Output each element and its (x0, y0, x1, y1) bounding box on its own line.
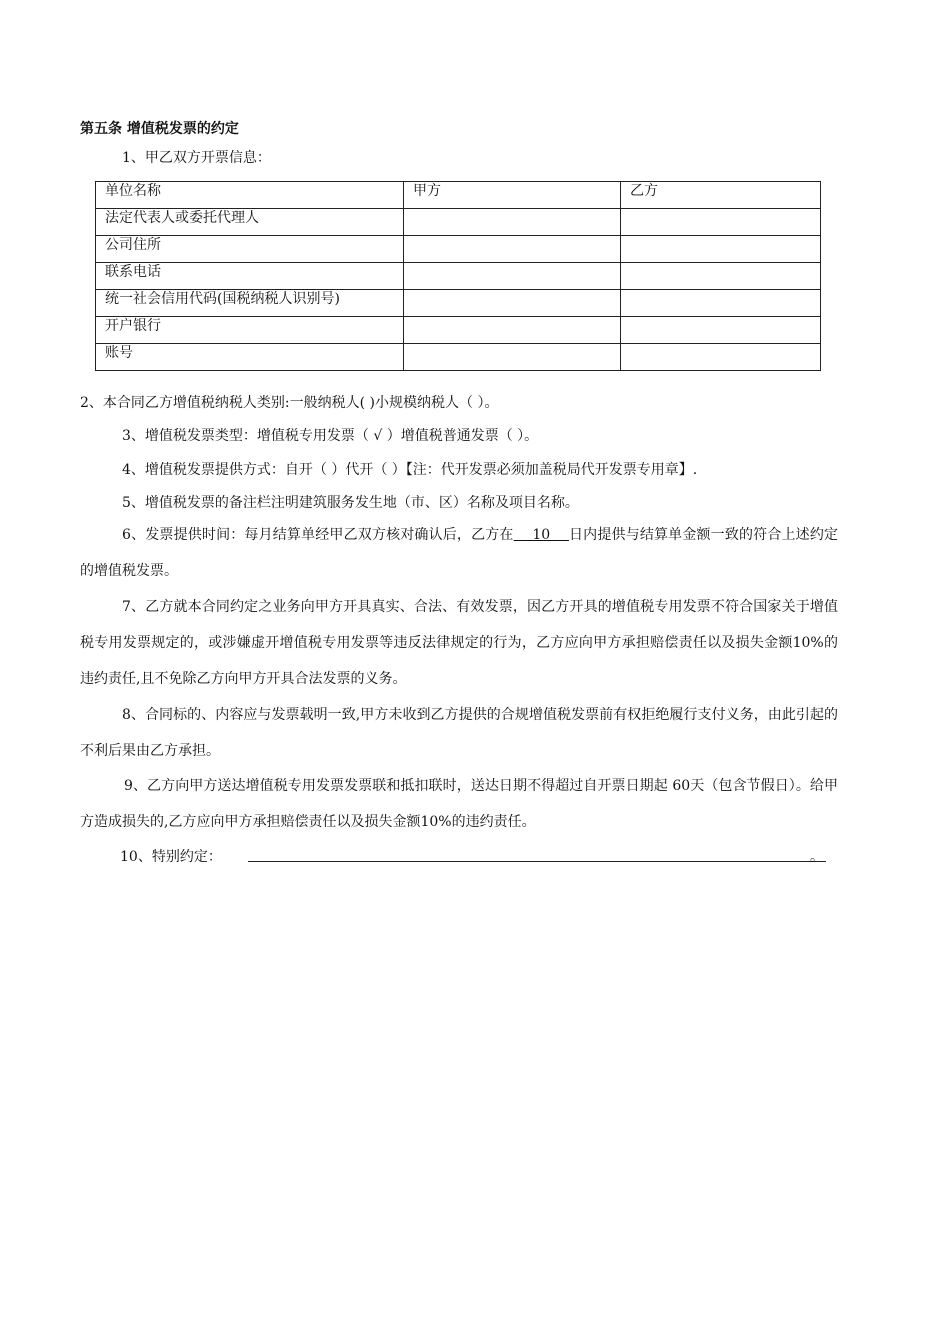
clause-6 (80, 517, 838, 589)
party-a-cell (404, 263, 621, 290)
clause-7: 7、乙方就本合同约定之业务向甲方开具真实、合法、有效发票，因乙方开具的增值税专用发票不符合国家关于增值税专用发票规定的，或涉嫌虚开增值税专用发票等违反法律规定的行为，乙方应向甲方承担赔偿责任以及损失金额10%的违约责任,且不免除乙方向甲方开具合法发票的义务。 (80, 599, 838, 687)
party-b-cell (621, 236, 821, 263)
party-a-cell (404, 344, 621, 371)
table-row (96, 209, 821, 236)
row-label: 账号 (96, 344, 404, 371)
party-b-cell (621, 290, 821, 317)
row-label: 联系电话 (96, 263, 404, 290)
clause-5: 5、增值税发票的备注栏注明建筑服务发生地（市、区）名称及项目名称。 (122, 495, 579, 511)
party-a-cell (404, 317, 621, 344)
clause-6-text-after: 日内提供与结算单金额一致的符合上述约定的增值税发票。 (80, 527, 839, 579)
table-row (96, 290, 821, 317)
table-row (96, 236, 821, 263)
table-header-cell: 单位名称 (96, 182, 404, 209)
table-header-row (96, 182, 821, 209)
party-a-cell (404, 236, 621, 263)
party-b-cell (621, 317, 821, 344)
clause-4: 4、增值税发票提供方式：自开（ ）代开（ ）【注：代开发票必须加盖税局代开发票专用章】. (122, 462, 698, 478)
special-agreement-blank (248, 861, 826, 862)
table-header-cell: 甲方 (404, 182, 621, 209)
table-row (96, 263, 821, 290)
party-a-cell (404, 209, 621, 236)
clause-2: 2、本合同乙方增值税纳税人类别:一般纳税人( )小规模纳税人（ ）。 (80, 395, 499, 411)
clause-1: 1、甲乙双方开票信息： (122, 150, 271, 166)
invoice-days-value: 10 (513, 527, 569, 543)
invoice-info-table (95, 181, 821, 371)
clause-3: 3、增值税发票类型：增值税专用发票（ √ ）增值税普通发票（ ）。 (122, 428, 539, 444)
party-b-cell (621, 344, 821, 371)
party-a-cell (404, 290, 621, 317)
clause-9: 9、乙方向甲方送达增值税专用发票发票联和抵扣联时，送达日期不得超过自开票日期起 60天（包含节假日）。给甲方造成损失的,乙方应向甲方承担赔偿责任以及损失金额10%的违约责任。 (80, 778, 838, 830)
party-b-cell (621, 209, 821, 236)
table-header-cell: 乙方 (621, 182, 821, 209)
table-row (96, 344, 821, 371)
row-label: 统一社会信用代码(国税纳税人识别号) (96, 290, 404, 317)
clause-10-end: 。 (810, 849, 824, 865)
clause-8: 8、合同标的、内容应与发票载明一致,甲方未收到乙方提供的合规增值税发票前有权拒绝履行支付义务，由此引起的不利后果由乙方承担。 (80, 707, 838, 759)
clause-6-text-before: 6、发票提供时间：每月结算单经甲乙双方核对确认后，乙方在 (122, 527, 514, 543)
clause-10-label: 10、特别约定： (120, 849, 222, 865)
row-label: 法定代表人或委托代理人 (96, 209, 404, 236)
party-b-cell (621, 263, 821, 290)
section-heading: 第五条 增值税发票的约定 (80, 121, 239, 137)
table-row (96, 317, 821, 344)
row-label: 开户银行 (96, 317, 404, 344)
row-label: 公司住所 (96, 236, 404, 263)
